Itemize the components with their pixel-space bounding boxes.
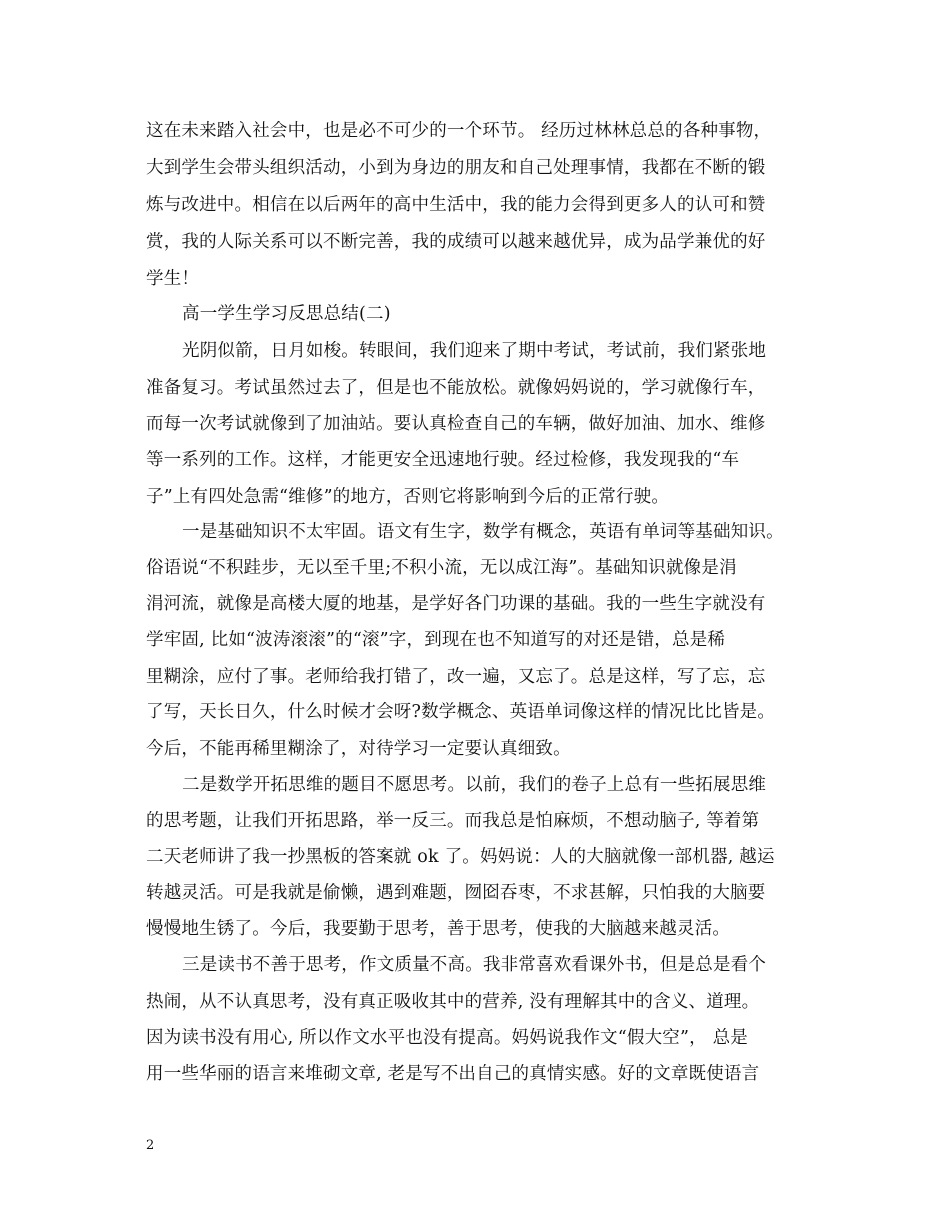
text-line: 热闹，从不认真思考，没有真正吸收其中的营养, 没有理解其中的含义、道理。 (146, 992, 760, 1012)
text-line: 了写，天长日久，什么时候才会呀?数学概念、英语单词像这样的情况比比皆是。 (146, 702, 776, 722)
text-line: 而每一次考试就像到了加油站。要认真检查自己的车辆，做好加油、加水、维修 (146, 414, 766, 434)
text-line: 这在未来踏入社会中，也是必不可少的一个环节。 经历过林林总总的各种事物， (146, 121, 772, 141)
text-line: 因为读书没有用心, 所以作文水平也没有提高。妈妈说我作文“假大空”， 总是 (146, 1028, 748, 1048)
text-line: 今后，不能再稀里糊涂了，对待学习一定要认真细致。 (146, 739, 571, 759)
text-line: 赏，我的人际关系可以不断完善，我的成绩可以越来越优异，成为品学兼优的好 (146, 232, 766, 252)
text-line: 里糊涂，应付了事。老师给我打错了，改一遍，又忘了。总是这样，写了忘，忘 (146, 667, 766, 687)
text-line: 大到学生会带头组织活动，小到为身边的朋友和自己处理事情，我都在不断的锻 (146, 158, 766, 178)
paragraph-start: 一是基础知识不太牢固。语文有生字，数学有概念，英语有单词等基础知识。 (182, 522, 784, 542)
text-line: 涓河流，就像是高楼大厦的地基，是学好各门功课的基础。我的一些生字就没有 (146, 594, 766, 614)
section-heading: 高一学生学习反思总结(二) (182, 304, 391, 324)
paragraph-start: 三是读书不善于思考，作文质量不高。我非常喜欢看课外书，但是总是看个 (182, 955, 767, 975)
text-line: 慢慢地生锈了。今后，我要勤于思考，善于思考，使我的大脑越来越灵活。 (146, 919, 731, 939)
text-line: 子”上有四处急需“维修”的地方，否则它将影响到今后的正常行驶。 (146, 487, 670, 507)
paragraph-start: 二是数学开拓思维的题目不愿思考。以前，我们的卷子上总有一些拓展思维 (182, 775, 767, 795)
text-line: 准备复习。考试虽然过去了，但是也不能放松。就像妈妈说的，学习就像行车， (146, 378, 766, 398)
text-line: 转越灵活。可是我就是偷懒，遇到难题，囫囵吞枣，不求甚解，只怕我的大脑要 (146, 883, 766, 903)
text-line: 用一些华丽的语言来堆砌文章, 老是写不出自己的真情实感。好的文章既使语言 (146, 1064, 760, 1084)
text-line: 二天老师讲了我一抄黑板的答案就 ok 了。妈妈说：人的大脑就像一部机器, 越运 (146, 847, 775, 867)
text-line: 学生！ (146, 269, 200, 289)
paragraph-start: 光阴似箭，日月如梭。转眼间，我们迎来了期中考试，考试前，我们紧张地 (182, 341, 767, 361)
text-line: 俗语说“不积跬步，无以至千里;不积小流，无以成江海”。基础知识就像是涓 (146, 558, 737, 578)
page-number: 2 (146, 1138, 155, 1153)
text-line: 炼与改进中。相信在以后两年的高中生活中，我的能力会得到更多人的认可和赞 (146, 195, 766, 215)
text-line: 学牢固, 比如“波涛滚滚”的“滚”字，到现在也不知道写的对还是错，总是稀 (146, 630, 726, 650)
text-line: 等一系列的工作。这样，才能更安全迅速地行驶。经过检修，我发现我的“车 (146, 450, 740, 470)
text-line: 的思考题，让我们开拓思路，举一反三。而我总是怕麻烦，不想动脑子, 等着第 (146, 811, 760, 831)
